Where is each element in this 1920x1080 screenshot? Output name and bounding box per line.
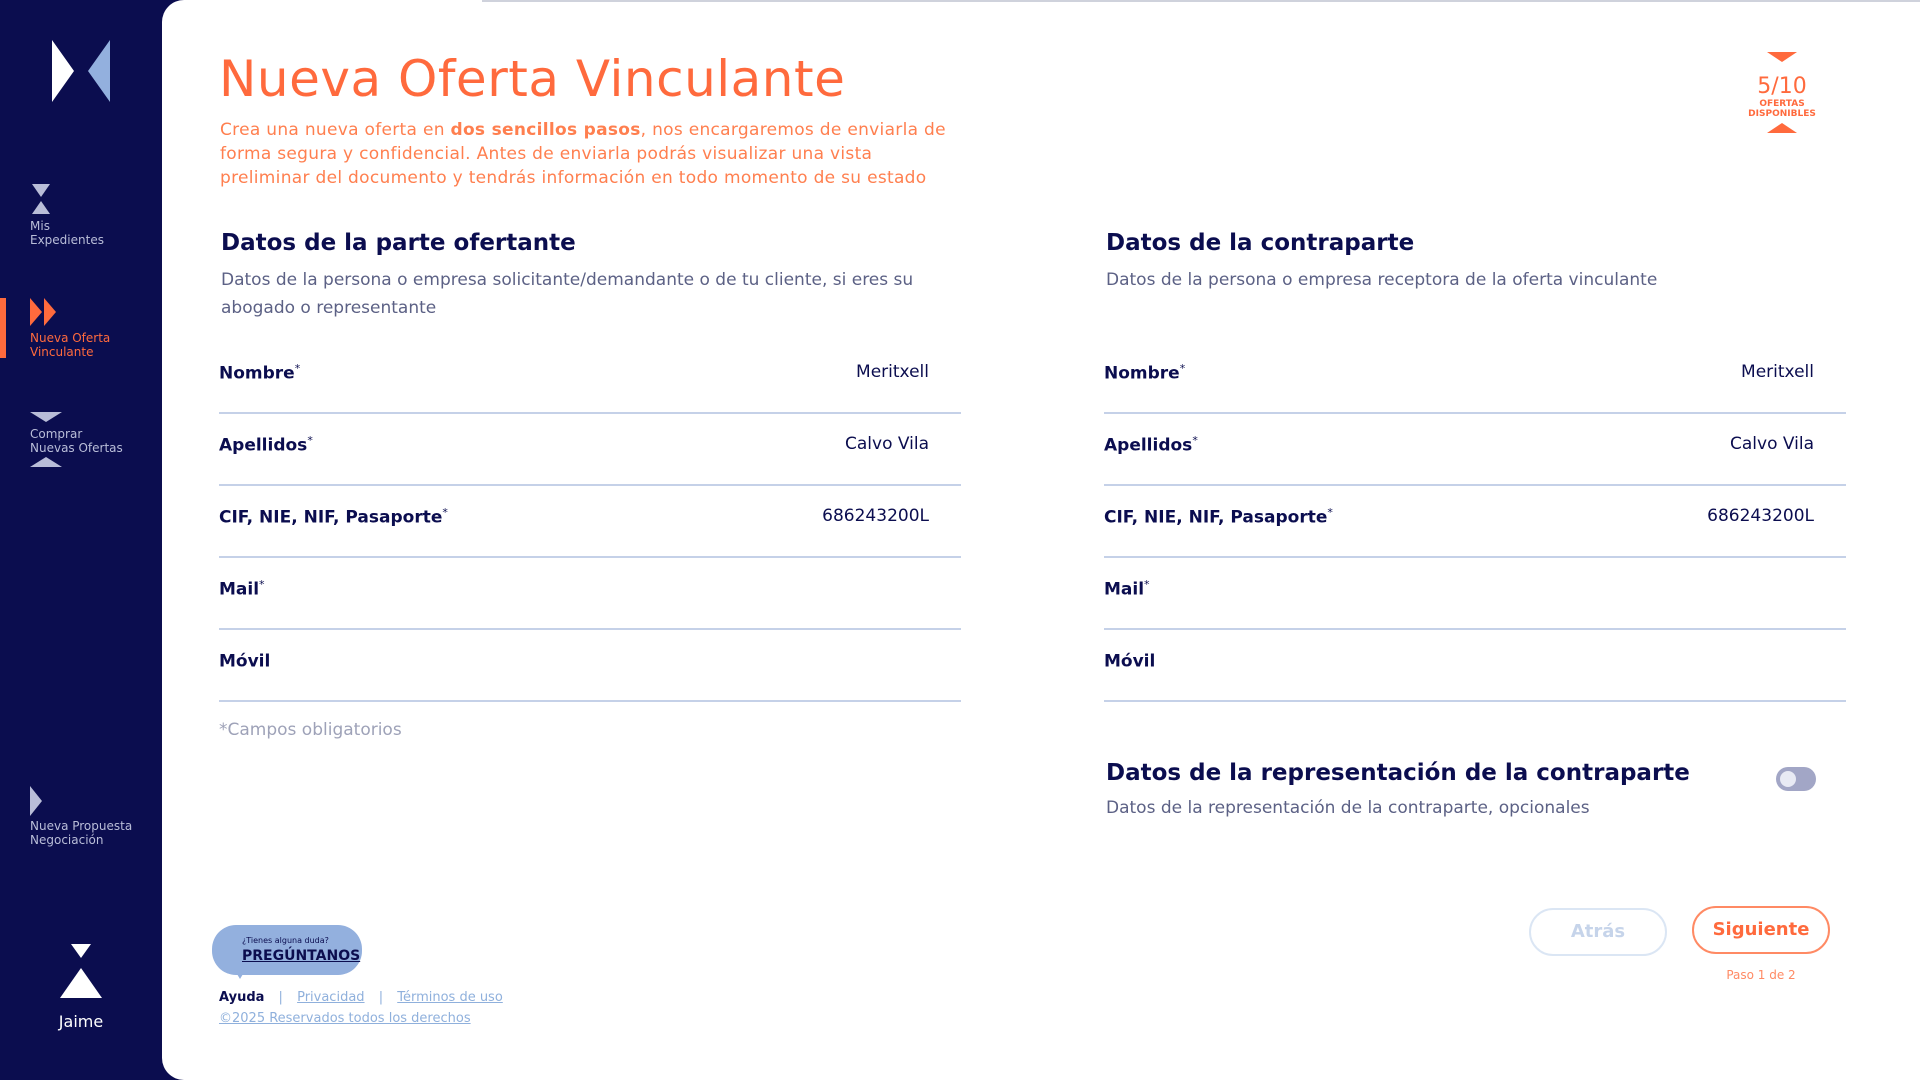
representation-section [1104, 760, 1824, 822]
sidebar-item-label: Comprar [30, 427, 83, 441]
section-description: Datos de la persona o empresa solicitante/demandante o de tu cliente, si eres su abogado o representante [221, 270, 914, 318]
triangle-up-icon [30, 455, 62, 467]
help-bubble[interactable] [212, 925, 362, 975]
fast-forward-icon [30, 296, 60, 328]
section-description: Datos de la persona o empresa receptora de la oferta vinculante [1106, 270, 1658, 290]
counterpart-apellidos-field[interactable] [1104, 414, 1846, 486]
field-label: Móvil [1104, 651, 1156, 672]
field-label: CIF, NIE, NIF, Pasaporte* [219, 506, 448, 528]
sidebar-item-label: Expedientes [30, 233, 104, 247]
offerer-mail-field[interactable] [219, 558, 961, 630]
field-label: Nombre* [1104, 362, 1186, 384]
footer-separator: | [278, 990, 283, 1005]
play-icon [30, 786, 44, 816]
user-profile[interactable] [0, 944, 162, 1031]
footer [219, 990, 503, 1026]
help-question: ¿Tienes alguna duda? [242, 936, 329, 945]
section-title: Datos de la parte ofertante [221, 230, 576, 256]
field-label: Mail* [1104, 578, 1150, 600]
sidebar-item-label: Negociación [30, 833, 104, 847]
back-button[interactable]: Atrás [1529, 908, 1667, 956]
counterpart-nombre-field[interactable] [1104, 342, 1846, 414]
section-title: Datos de la contraparte [1106, 230, 1415, 256]
field-label: Nombre* [219, 362, 301, 384]
offerer-form [219, 342, 961, 702]
page-subtitle [220, 118, 960, 190]
toggle-knob [1780, 771, 1796, 787]
subtitle-text: Crea una nueva oferta en [220, 120, 451, 140]
field-label: Mail* [219, 578, 265, 600]
bubble-tail [234, 969, 246, 979]
footer-terms-link[interactable]: Términos de uso [397, 990, 503, 1005]
footer-copyright[interactable]: ©2025 Reservados todos los derechos [219, 1011, 471, 1026]
footer-privacy-link[interactable]: Privacidad [297, 990, 365, 1005]
sidebar-item-label: Vinculante [30, 345, 94, 359]
counterpart-form [1104, 342, 1846, 702]
field-label: Móvil [219, 651, 271, 672]
sidebar-item-nueva-propuesta[interactable] [30, 786, 160, 847]
brand-logo-icon[interactable] [52, 40, 110, 102]
offerer-section [219, 230, 961, 740]
field-value[interactable]: Calvo Vila [845, 434, 929, 454]
step-indicator: Paso 1 de 2 [1726, 968, 1796, 982]
sidebar-item-label: Nueva Oferta [30, 331, 111, 345]
counter-value: 5/10 [1757, 74, 1807, 99]
counterpart-movil-field[interactable] [1104, 630, 1846, 702]
sidebar [0, 0, 162, 1080]
active-indicator [0, 298, 6, 358]
next-button[interactable]: Siguiente [1692, 906, 1830, 954]
counter-caption: OFERTAS [1759, 99, 1805, 109]
counterpart-documento-field[interactable] [1104, 486, 1846, 558]
field-value[interactable]: Calvo Vila [1730, 434, 1814, 454]
subtitle-bold: dos sencillos pasos [450, 120, 641, 140]
offerer-nombre-field[interactable] [219, 342, 961, 414]
page-title: Nueva Oferta Vinculante [219, 50, 846, 108]
field-value[interactable]: Meritxell [856, 362, 929, 382]
field-value[interactable]: Meritxell [1741, 362, 1814, 382]
user-avatar-icon [60, 944, 102, 998]
subtitle-text: , nos encargaremos de enviarla de forma segura y confidencial. Antes de enviarla podrás visualizar una vista preliminar del documento y tendrás información en todo momento de su estado [220, 120, 946, 188]
counter-bottom-icon [1767, 123, 1797, 133]
sidebar-item-mis-expedientes[interactable] [30, 184, 160, 247]
footer-help-link[interactable]: Ayuda [219, 990, 265, 1005]
sidebar-item-nueva-oferta[interactable] [30, 296, 160, 359]
hourglass-icon [30, 184, 52, 216]
representation-toggle[interactable] [1776, 767, 1816, 791]
section-description: Datos de la representación de la contraparte, opcionales [1106, 798, 1590, 818]
field-label: Apellidos* [219, 434, 313, 456]
counterpart-section [1104, 230, 1846, 672]
progress-line [482, 0, 1920, 2]
sidebar-item-label: Mis [30, 219, 50, 233]
field-label: Apellidos* [1104, 434, 1198, 456]
footer-separator: | [378, 990, 384, 1005]
offerer-documento-field[interactable] [219, 486, 961, 558]
field-label: CIF, NIE, NIF, Pasaporte* [1104, 506, 1333, 528]
sidebar-item-comprar[interactable] [30, 412, 160, 470]
user-name: Jaime [58, 1012, 104, 1031]
counter-caption: DISPONIBLES [1748, 109, 1816, 119]
offerer-movil-field[interactable] [219, 630, 961, 702]
sidebar-item-label: Nueva Propuesta [30, 819, 133, 833]
offers-counter [1732, 52, 1832, 133]
counter-top-icon [1767, 52, 1797, 62]
section-title: Datos de la representación de la contraparte [1106, 760, 1690, 786]
help-cta-link[interactable]: PREGÚNTANOS [242, 948, 361, 964]
sidebar-item-label: Nuevas Ofertas [30, 441, 123, 455]
field-value[interactable]: 686243200L [1707, 506, 1814, 526]
counterpart-mail-field[interactable] [1104, 558, 1846, 630]
field-value[interactable]: 686243200L [822, 506, 929, 526]
triangle-down-icon [30, 412, 62, 424]
required-note: *Campos obligatorios [219, 720, 402, 740]
main-content [162, 0, 1920, 1080]
offerer-apellidos-field[interactable] [219, 414, 961, 486]
